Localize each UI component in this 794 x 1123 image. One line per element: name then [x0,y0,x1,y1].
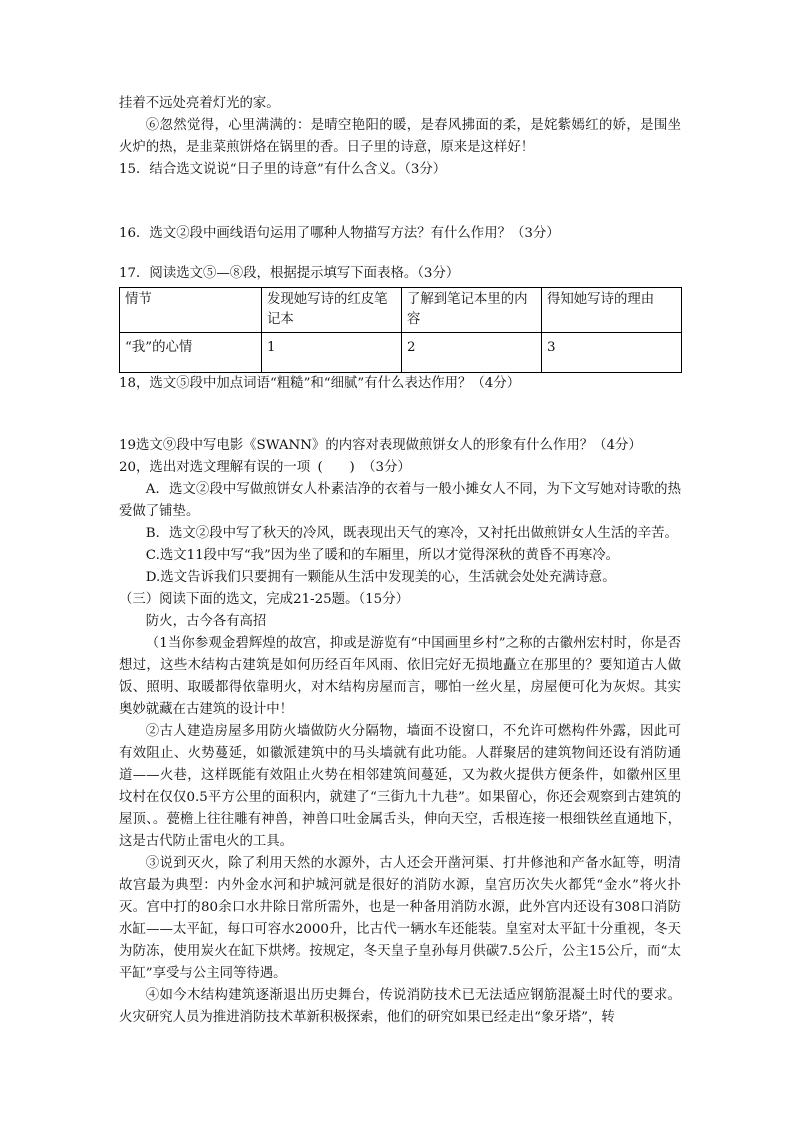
text-line: 挂着不远处亮着灯光的家。 [119,96,280,111]
table-cell: 发现她写诗的红皮笔记本 [262,288,402,333]
question-15: 15．结合选文说说“日子里的诗意”有什么含义。（3分） [119,162,447,177]
section-3-heading: （三）阅读下面的选文，完成21-25题。（15分） [119,592,409,607]
article-paragraph-1: （1当你参观金碧辉煌的故宫，抑或是游览有“中国画里乡村”之称的古徽州宏村时，你是否想过，这些木结构古建筑是如何历经百年风雨、依旧完好无损地矗立在那里的？要知道古人做饭、照明、取暖都得依靠明火，对木结构房屋而言，哪怕一丝火星，房屋便可化为灰烬。其实奥妙就藏在古建筑的设计中！ [119,636,681,717]
table-cell: 得知她写诗的理由 [542,288,682,333]
question-19: 19选文⑨段中写电影《SWANN》的内容对表现做煎饼女人的形象有什么作用？（4分） [119,438,642,453]
question-18: 18，选文⑤段中加点词语“粗糙”和“细腻”有什么表达作用？（4分） [119,376,521,391]
table-cell: “我”的心情 [120,333,262,373]
table-row [120,333,682,373]
option-b: B．选文②段中写了秋天的冷风，既表现出天气的寒冷，又衬托出做煎饼女人生活的辛苦。 [145,526,678,541]
question-17: 17．阅读选文⑤—⑧段，根据提示填写下面表格。（3分） [119,266,460,281]
table-header-row [120,288,682,333]
answer-blank: ( ) [317,460,355,475]
paragraph-6: ⑥忽然觉得，心里满满的：是晴空艳阳的暖，是春风拂面的柔，是姹紫嫣红的娇，是围坐火炉的热，是韭菜煎饼烙在锅里的香。日子里的诗意，原来是这样好！ [119,118,681,155]
table-cell: 2 [402,333,542,373]
table-cell: 情节 [120,288,262,333]
table-cell: 3 [542,333,682,373]
option-c: C.选文11段中写“我”因为坐了暖和的车厢里，所以才觉得深秋的黄昏不再寒冷。 [145,548,620,563]
article-paragraph-3: ③说到灭火，除了利用天然的水源外，古人还会开凿河渠、打井修池和产备水缸等，明清故宫最为典型：内外金水河和护城河就是很好的消防水源，皇宫历次失火都凭“金水”将火扑灭。宫中打的80余口水井除日常所需外，也是一种备用消防水源，此外宫内还设有308口消防水缸——太平缸，每口可容水2000升，比古代一辆水车还能装。皇室对太平缸十分重视，冬天为防冻，使用炭火在缸下烘烤。按规定，冬天皇子皇孙每月供碳7.5公斤，公主15公斤，而“太平缸”享受与公主同等待遇。 [119,856,681,981]
table-cell: 1 [262,333,402,373]
option-d: D.选文告诉我们只要拥有一颗能从生活中发现美的心，生活就会处处充满诗意。 [145,570,616,585]
answer-space [119,245,681,263]
answer-space [119,181,681,223]
mood-table [119,287,682,373]
table-cell: 了解到笔记本里的内容 [402,288,542,333]
question-20-stem: 20，选出对选文理解有误的一项 [119,460,311,475]
article-title: 防火，古今各有高招 [145,614,267,629]
article-paragraph-4: ④如今木结构建筑逐渐退出历史舞台，传说消防技术已无法适应钢筋混凝土时代的要求。火灾研究人员为推进消防技术革新积极探索，他们的研究如果已经走出“象牙塔”，转 [119,988,681,1025]
question-16: 16．选文②段中画线语句运用了哪种人物描写方法？有什么作用？（3分） [119,226,560,241]
question-20 [119,457,681,479]
document-content [119,93,681,1029]
answer-space [119,395,681,435]
article-paragraph-2: ②古人建造房屋多用防火墙做防火分隔物，墙面不设窗口，不允许可燃构件外露，因此可有效阻止、火势蔓延，如徽派建筑中的马头墙就有此功能。人群聚居的建筑物间还设有消防通道——火巷，这样既能有效阻止火势在相邻建筑间蔓延，又为救火提供方便条件，如徽州区里坟村在仅仅0.5平方公里的面积内，就建了“三街九十九巷”。如果留心，你还会观察到古建筑的屋顶、。甍檐上往往雕有神兽，神兽口吐金属舌头，伸向天空，舌根连接一根细铁丝直通地下，这是古代防止雷电火的工具。 [119,724,681,849]
option-a: A．选文②段中写做煎饼女人朴素洁净的衣着与一般小摊女人不同，为下文写她对诗歌的热爱做了铺垫。 [119,482,681,519]
question-20-score: （3分） [362,460,411,475]
